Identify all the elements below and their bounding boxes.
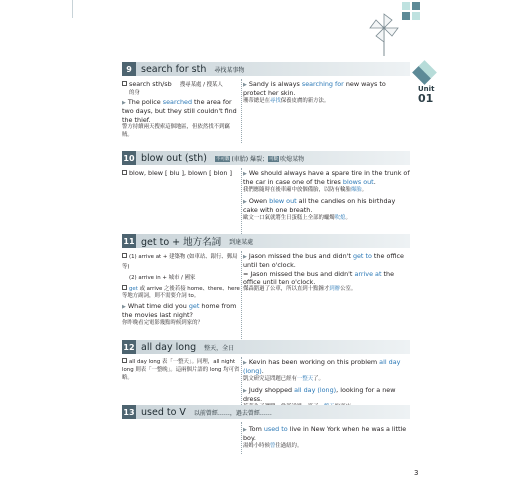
example-en: ▶ Judy shopped all day (long), looking for a new dress. <box>243 386 396 404</box>
arrow-icon: ▶ <box>243 427 247 433</box>
definition: blow, blew [ blu ], blown [ blon ] <box>122 169 240 177</box>
example-en: ▶ Sandy is always searching for new ways to protect her skin. <box>243 80 386 98</box>
definition: (1) arrive at + 建築物 (如車站、銀行、郵局等) <box>122 254 238 270</box>
arrow-icon: ▶ <box>243 254 247 260</box>
column-divider <box>241 422 242 454</box>
section-header <box>122 405 410 419</box>
section-phrase: all day long <box>141 341 197 353</box>
column-divider <box>241 168 242 238</box>
section-phrase: used to V <box>141 406 186 418</box>
header-divider <box>72 0 73 18</box>
column-divider <box>241 79 242 143</box>
example-zh: 警方持續兩天搜索這個地區，但依然找不到竊賊。 <box>122 124 230 138</box>
decorative-squares <box>396 0 436 20</box>
tag-label: 可數 <box>269 157 279 162</box>
example-en: ▶ Tom used to live in New York when he was a little boy. <box>243 425 407 443</box>
example-zh: 你昨晚看完電影幾點時候到家的？ <box>122 319 203 326</box>
section-meaning: 尋找某事物 <box>214 66 245 74</box>
unit-diamonds-icon <box>410 62 440 84</box>
example-en: = Jason missed the bus and didn't arrive at the office until ten o'clock. <box>243 269 395 286</box>
section-header <box>122 234 410 248</box>
note-icon <box>122 285 127 290</box>
section-number: 13 <box>122 405 136 419</box>
arrow-icon: ▶ <box>243 388 247 395</box>
example-en: ▶ Owen blew out all the candles on his birthday cake with one breath. <box>243 197 396 215</box>
example-zh: 湯姆小時候曾住過紐約。 <box>243 442 303 449</box>
section-number: 12 <box>122 340 136 354</box>
arrow-icon: ▶ <box>243 360 247 366</box>
unit-label: Unit <box>418 85 435 93</box>
tag-label: 不可數 <box>215 157 230 162</box>
arrow-icon: ▶ <box>243 171 247 177</box>
example-zh: 傑森錯過了公車，所以直到十點鐘才到辦公室。 <box>243 286 357 293</box>
section-meaning: 不可數 (車胎) 爆裂；可數 吹熄某物 <box>215 155 305 163</box>
note: all day long 表「一整天」。同理，all night long 則表「一整晚」。這兩個片語的 long 均可省略。 <box>122 359 240 382</box>
section-header <box>122 340 410 354</box>
section-phrase: search for sth <box>141 63 207 75</box>
section-meaning: 到達某處 <box>229 238 254 246</box>
header-strip <box>0 0 520 20</box>
note-icon <box>122 253 127 258</box>
section-phrase: get to + 地方名詞 <box>141 237 222 248</box>
section-header <box>122 62 410 76</box>
arrow-icon: ▶ <box>243 199 247 206</box>
section-meaning: 以前曾經……，過去曾經…… <box>193 409 272 417</box>
arrow-icon: ▶ <box>243 82 247 88</box>
column-divider <box>241 251 242 339</box>
example-en: ▶ Kevin has been working on this problem all day (long). <box>243 358 401 376</box>
note-icon <box>122 170 127 175</box>
definition: (2) arrive in + 城市 / 國家 <box>129 275 196 282</box>
arrow-icon: ▶ <box>122 100 126 107</box>
example-en: ▶ We should always have a spare tire in the trunk of the car in case one of the tires blows out. <box>243 169 410 187</box>
unit-number: 01 <box>418 92 434 105</box>
section-meaning: 整天，全日 <box>204 344 235 352</box>
example-en: ▶ Jason missed the bus and didn't get to the office until ten o'clock. <box>243 252 404 270</box>
note-icon <box>122 358 127 363</box>
example-zh: 我們應隨時在後車廂中放個備胎，以防有輪胎爆胎。 <box>243 186 368 193</box>
example-zh: 凱文研究這問題已經有一整天了。 <box>243 375 324 382</box>
note-icon <box>122 81 127 86</box>
section-number: 11 <box>122 234 136 248</box>
note: get 或 arrive 之後若接 home、there、here 等地方副詞，則不需要介詞 to。 <box>122 285 240 300</box>
example-zh: 歐文一口氣就將生日蛋糕上全部的蠟燭吹熄。 <box>243 214 351 221</box>
example-en: ▶ What time did you get home from the movies last night? <box>122 301 237 320</box>
section-header <box>122 151 410 165</box>
section-number: 10 <box>122 151 136 165</box>
section-phrase: blow out (sth) <box>141 152 207 164</box>
example-en: ▶ The police searched the area for two days, but they still couldn't find the thief. <box>122 98 237 124</box>
section-number: 9 <box>122 62 136 76</box>
page-number: 3 <box>414 469 419 477</box>
definition: search sth/sb 搜尋某處 / 搜某人 <box>122 80 240 90</box>
example-zh: 珊蒂總是在尋找保養皮膚的新方法。 <box>243 97 330 104</box>
definition-zh: 的身 <box>129 89 140 96</box>
arrow-icon: ▶ <box>122 303 126 310</box>
